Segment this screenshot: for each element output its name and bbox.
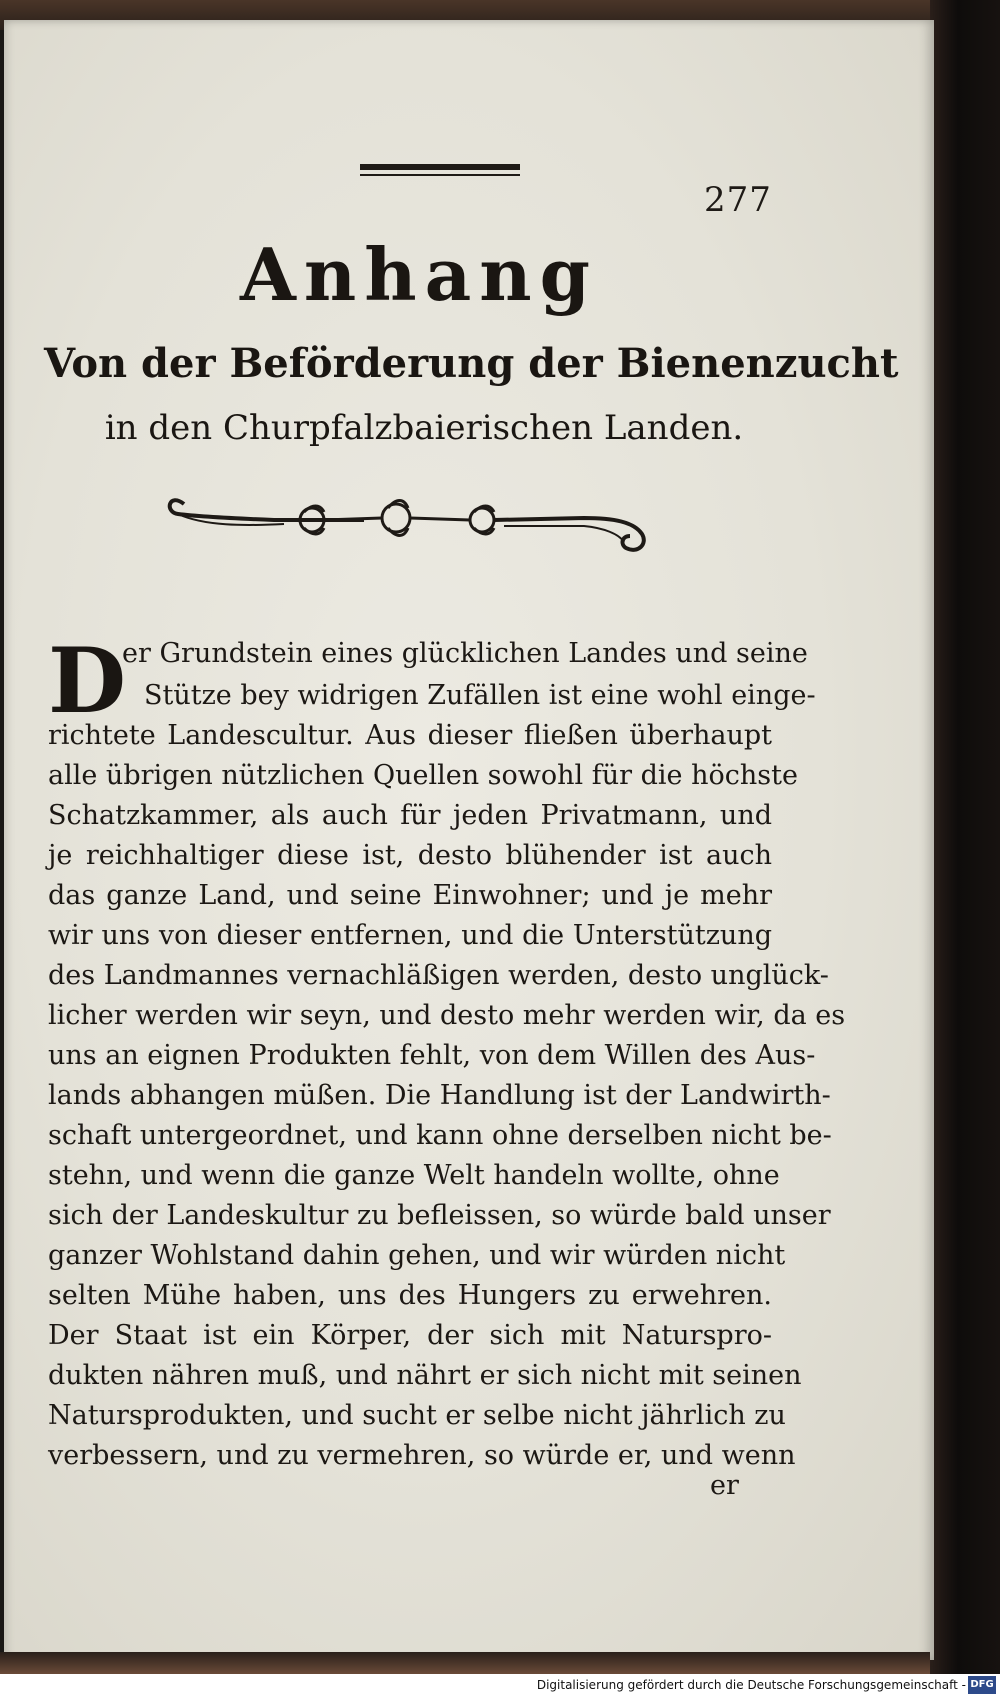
text-line: lands abhangen müßen. Die Handlung ist der Landwirth- xyxy=(48,1080,831,1111)
text-line: dukten nähren muß, und nährt er sich nicht mit seinen xyxy=(48,1360,802,1391)
ornament-divider-icon xyxy=(164,482,664,562)
book-edge xyxy=(930,0,1000,1698)
text-line: je reichhaltiger diese ist, desto blühender ist auch xyxy=(48,840,772,871)
catchword: er xyxy=(710,1470,739,1501)
text-line: schaft untergeordnet, und kann ohne derselben nicht be- xyxy=(48,1120,832,1151)
text-line: sich der Landeskultur zu befleissen, so würde bald unser xyxy=(48,1200,831,1231)
header-rule-thin xyxy=(360,174,520,176)
dfg-logo-icon: DFG xyxy=(968,1676,996,1694)
text-line: Natursprodukten, und sucht er selbe nicht jährlich zu xyxy=(48,1400,786,1431)
page-number: 277 xyxy=(704,180,772,220)
text-line: alle übrigen nützlichen Quellen sowohl für die höchste xyxy=(48,760,798,791)
chapter-subtitle-line2: in den Churpfalzbaierischen Landen. xyxy=(104,408,744,448)
text-line: uns an eignen Produkten fehlt, von dem Willen des Aus- xyxy=(48,1040,816,1071)
text-line: richtete Landescultur. Aus dieser fließen überhaupt xyxy=(48,720,772,751)
book-binding-bottom xyxy=(0,1652,930,1674)
chapter-subtitle-line1: Von der Beförderung der Bienenzucht xyxy=(44,340,899,387)
text-line: selten Mühe haben, uns des Hungers zu erwehren. xyxy=(48,1280,772,1311)
chapter-title: Anhang xyxy=(240,232,598,317)
text-line: stehn, und wenn die ganze Welt handeln wollte, ohne xyxy=(48,1160,780,1191)
footer-credit: Digitalisierung gefördert durch die Deutsche Forschungsgemeinschaft - xyxy=(536,1678,966,1692)
text-line: er Grundstein eines glücklichen Landes und seine xyxy=(122,638,808,669)
text-line: verbessern, und zu vermehren, so würde er, und wenn xyxy=(48,1440,796,1471)
book-page xyxy=(4,20,934,1660)
drop-cap: D xyxy=(48,628,127,734)
text-line: Schatzkammer, als auch für jeden Privatmann, und xyxy=(48,800,772,831)
text-line: Stütze bey widrigen Zufällen ist eine wohl einge- xyxy=(144,680,816,711)
text-line: das ganze Land, und seine Einwohner; und je mehr xyxy=(48,880,772,911)
text-line: licher werden wir seyn, und desto mehr werden wir, da es xyxy=(48,1000,846,1031)
text-line: Der Staat ist ein Körper, der sich mit Naturspro- xyxy=(48,1320,772,1351)
text-line: ganzer Wohlstand dahin gehen, und wir würden nicht xyxy=(48,1240,786,1271)
header-rule xyxy=(360,164,520,170)
text-line: wir uns von dieser entfernen, und die Unterstützung xyxy=(48,920,772,951)
text-line: des Landmannes vernachläßigen werden, desto unglück- xyxy=(48,960,829,991)
